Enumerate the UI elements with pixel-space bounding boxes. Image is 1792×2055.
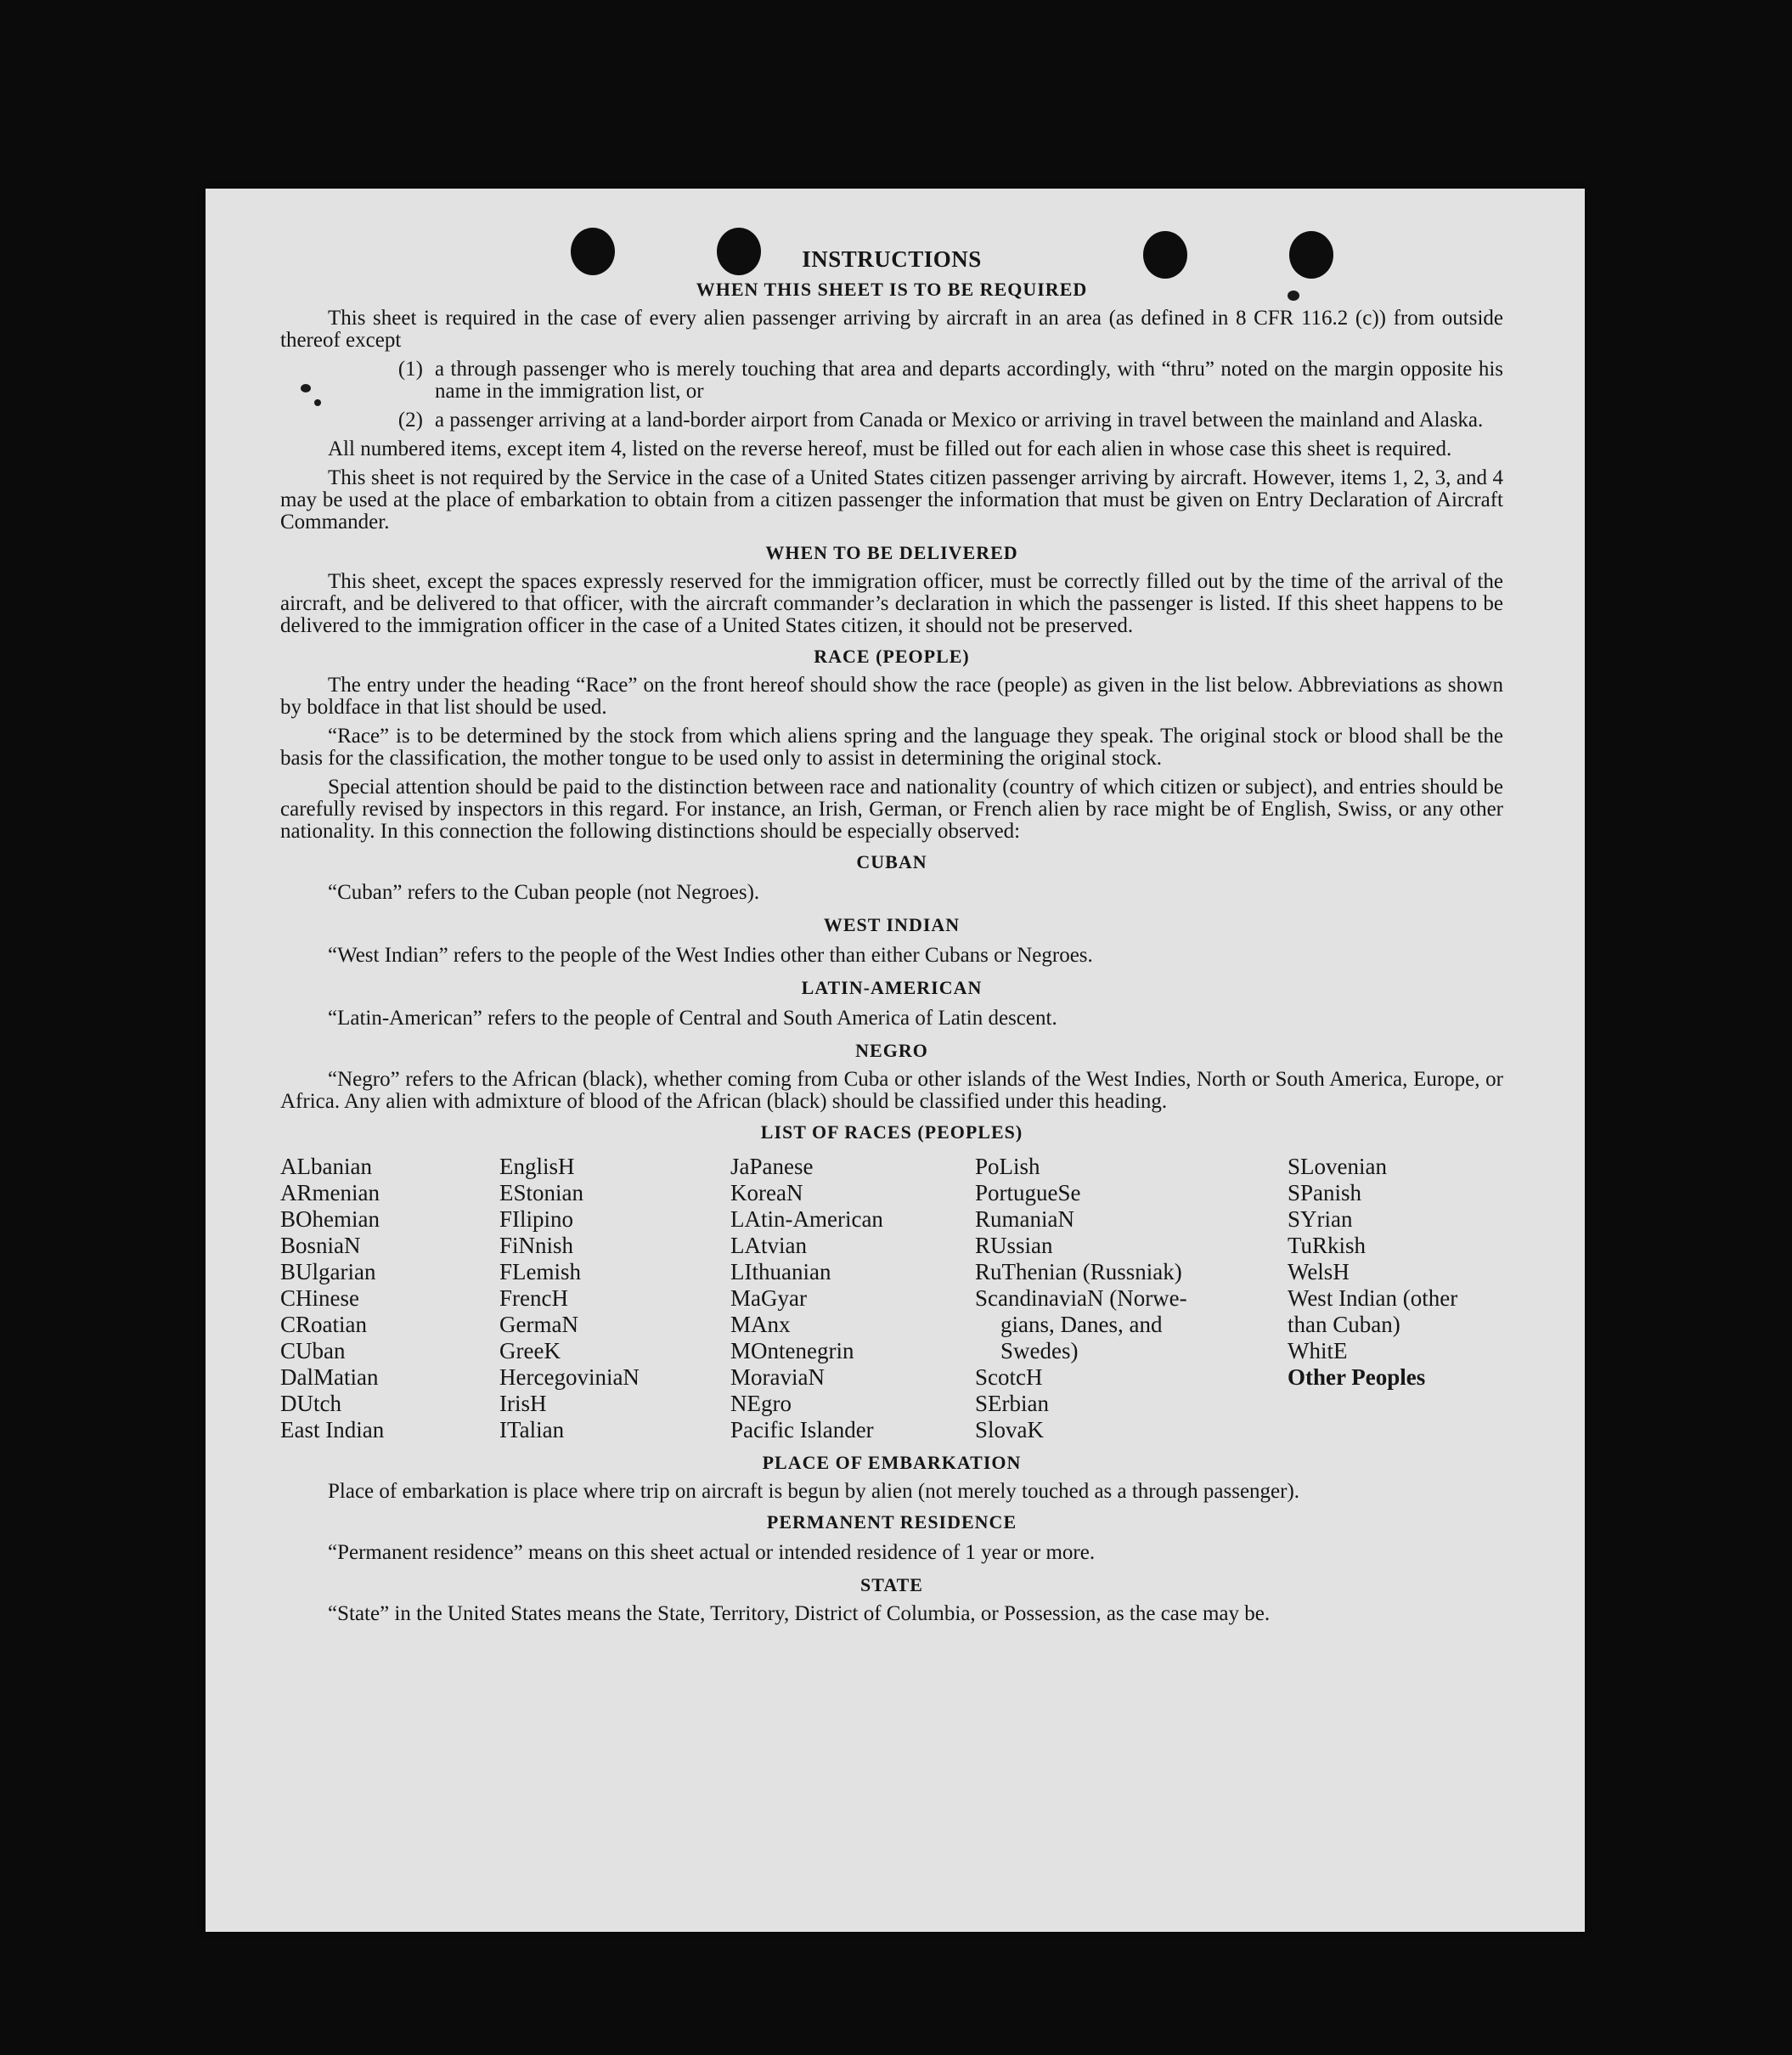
- section-heading: PLACE OF EMBARKATION: [762, 1452, 1022, 1473]
- race-entry: MAnx: [730, 1312, 791, 1337]
- paragraph: All numbered items, except item 4, listed on the reverse hereof, must be filled out for each alien in whose case this sheet is required.: [328, 438, 1452, 460]
- race-entry: SLovenian: [1288, 1154, 1387, 1179]
- race-entry: FIlipino: [499, 1206, 574, 1232]
- race-entry: MaGyar: [730, 1285, 807, 1311]
- race-entry: WelsH: [1288, 1259, 1350, 1284]
- race-entry: FLemish: [499, 1259, 582, 1284]
- numbered-item: [280, 358, 1503, 403]
- definition: “Latin-American” refers to the people of Central and South America of Latin descent.: [328, 1007, 1057, 1030]
- race-entry: LAtvian: [730, 1233, 807, 1258]
- section-heading: LIST OF RACES (PEOPLES): [760, 1121, 1023, 1143]
- definition: “Permanent residence” means on this sheet actual or intended residence of 1 year or more.: [328, 1541, 1096, 1564]
- document-sheet: [206, 189, 1585, 1932]
- item-number: (1): [397, 358, 423, 381]
- numbered-item: [280, 409, 1503, 432]
- race-entry: FiNnish: [499, 1233, 574, 1258]
- paragraph: Special attention should be paid to the distinction between race and nationality (country of which citizen or subject), and entries should be carefully revised by inspectors in this regard. For instance, an Irish, German, or French alien by race might be of English, Swiss, or any other nationality. In this connection the following distinctions should be especially observed:: [280, 776, 1503, 843]
- race-entry: EStonian: [499, 1180, 583, 1205]
- race-entry: CHinese: [280, 1285, 359, 1311]
- race-list: [280, 1154, 1503, 1443]
- definition: “West Indian” refers to the people of the West Indies other than either Cubans or Negroes.: [328, 944, 1093, 967]
- paragraph: “Negro” refers to the African (black), whether coming from Cuba or other islands of the West Indies, North or South America, Europe, or Africa. Any alien with admixture of blood of the African (black) should be classified under this heading.: [280, 1068, 1503, 1113]
- paragraph: “Race” is to be determined by the stock from which aliens spring and the language they speak. The original stock or blood shall be the basis for the classification, the mother tongue to be used only to assist in determining the original stock.: [280, 725, 1503, 770]
- race-entry: BosniaN: [280, 1233, 361, 1258]
- race-entry: MOntenegrin: [730, 1338, 854, 1363]
- race-entry: Other Peoples: [1288, 1364, 1426, 1390]
- race-entry: SPanish: [1288, 1180, 1362, 1205]
- section-heading: LATIN-AMERICAN: [801, 977, 983, 998]
- paragraph: This sheet is not required by the Service in the case of a United States citizen passenger arriving by aircraft. However, items 1, 2, 3, and 4 may be used at the place of embarkation to obtain from a citizen passenger the information that must be given on Entry Declaration of Aircraft Commander.: [280, 466, 1503, 534]
- item-text: a passenger arriving at a land-border airport from Canada or Mexico or arriving in travel between the mainland and Alaska.: [435, 409, 1484, 432]
- race-column: [1288, 1154, 1503, 1443]
- race-entry: PortugueSe: [975, 1180, 1081, 1205]
- race-entry: BOhemian: [280, 1206, 380, 1232]
- section-heading: STATE: [860, 1574, 923, 1595]
- race-entry: IrisH: [499, 1391, 547, 1416]
- paragraph: This sheet is required in the case of every alien passenger arriving by aircraft in an area (as defined in 8 CFR 116.2 (c)) from outside thereof except: [280, 307, 1503, 352]
- race-entry: NEgro: [730, 1391, 792, 1416]
- race-entry: SlovaK: [975, 1417, 1044, 1442]
- race-entry: FrencH: [499, 1285, 568, 1311]
- race-entry: WhitE: [1288, 1338, 1348, 1363]
- race-entry: GreeK: [499, 1338, 561, 1363]
- race-entry: ScotcH: [975, 1364, 1043, 1390]
- race-entry: JaPanese: [730, 1154, 814, 1179]
- race-entry: ALbanian: [280, 1154, 372, 1179]
- item-number: (2): [397, 409, 423, 432]
- race-entry: LAtin-American: [730, 1206, 883, 1232]
- race-entry: GermaN: [499, 1312, 578, 1337]
- page-title: INSTRUCTIONS: [802, 246, 982, 272]
- section-heading: WHEN TO BE DELIVERED: [765, 542, 1018, 563]
- race-entry: RuThenian (Russniak): [975, 1259, 1182, 1284]
- race-entry: than Cuban): [1288, 1312, 1400, 1337]
- race-entry: RumaniaN: [975, 1206, 1074, 1232]
- race-column: [975, 1154, 1288, 1443]
- section-heading: RACE (PEOPLE): [814, 646, 970, 667]
- race-entry: Swedes): [1000, 1338, 1079, 1363]
- section-heading: PERMANENT RESIDENCE: [766, 1511, 1017, 1533]
- race-entry: BUlgarian: [280, 1259, 376, 1284]
- race-entry: RUssian: [975, 1233, 1053, 1258]
- paragraph: Place of embarkation is place where trip on aircraft is begun by alien (not merely touched as a through passenger).: [328, 1480, 1300, 1503]
- race-column: [499, 1154, 730, 1443]
- race-column: [280, 1154, 499, 1443]
- race-entry: LIthuanian: [730, 1259, 831, 1284]
- race-entry: ScandinaviaN (Norwe-: [975, 1285, 1187, 1311]
- race-entry: SErbian: [975, 1391, 1049, 1416]
- paragraph: “State” in the United States means the State, Territory, District of Columbia, or Possession, as the case may be.: [328, 1602, 1271, 1625]
- race-entry: PoLish: [975, 1154, 1040, 1179]
- paragraph: This sheet, except the spaces expressly reserved for the immigration officer, must be correctly filled out by the time of the arrival of the aircraft, and be delivered to that officer, with the aircraft commander’s declaration in which the passenger is listed. If this sheet happens to be delivered to the immigration officer in the case of a United States citizen, it should not be preserved.: [280, 570, 1503, 637]
- race-entry: MoraviaN: [730, 1364, 825, 1390]
- race-entry: West Indian (other: [1288, 1285, 1458, 1311]
- paragraph: The entry under the heading “Race” on the front hereof should show the race (people) as given in the list below. Abbreviations as shown by boldface in that list should be used.: [280, 674, 1503, 719]
- race-entry: SYrian: [1288, 1206, 1353, 1232]
- definition: “Cuban” refers to the Cuban people (not Negroes).: [328, 881, 760, 904]
- section-heading: NEGRO: [855, 1040, 928, 1061]
- race-entry: East Indian: [280, 1417, 385, 1442]
- race-entry: CUban: [280, 1338, 346, 1363]
- race-entry: Pacific Islander: [730, 1417, 874, 1442]
- race-entry: gians, Danes, and: [1000, 1312, 1163, 1337]
- race-entry: EnglisH: [499, 1154, 575, 1179]
- section-heading: CUBAN: [856, 851, 927, 872]
- item-text: a through passenger who is merely touching that area and departs accordingly, with “thru” noted on the margin opposite his name in the immigration list, or: [435, 358, 1503, 403]
- section-heading: WEST INDIAN: [823, 914, 961, 935]
- race-entry: ITalian: [499, 1417, 565, 1442]
- race-entry: TuRkish: [1288, 1233, 1367, 1258]
- race-entry: DalMatian: [280, 1364, 379, 1390]
- race-column: [730, 1154, 975, 1443]
- race-entry: KoreaN: [730, 1180, 803, 1205]
- race-entry: DUtch: [280, 1391, 341, 1416]
- race-entry: CRoatian: [280, 1312, 367, 1337]
- race-entry: ARmenian: [280, 1180, 380, 1205]
- instructions-content: [280, 248, 1503, 1632]
- race-entry: HercegoviniaN: [499, 1364, 640, 1390]
- section-heading: WHEN THIS SHEET IS TO BE REQUIRED: [696, 279, 1088, 300]
